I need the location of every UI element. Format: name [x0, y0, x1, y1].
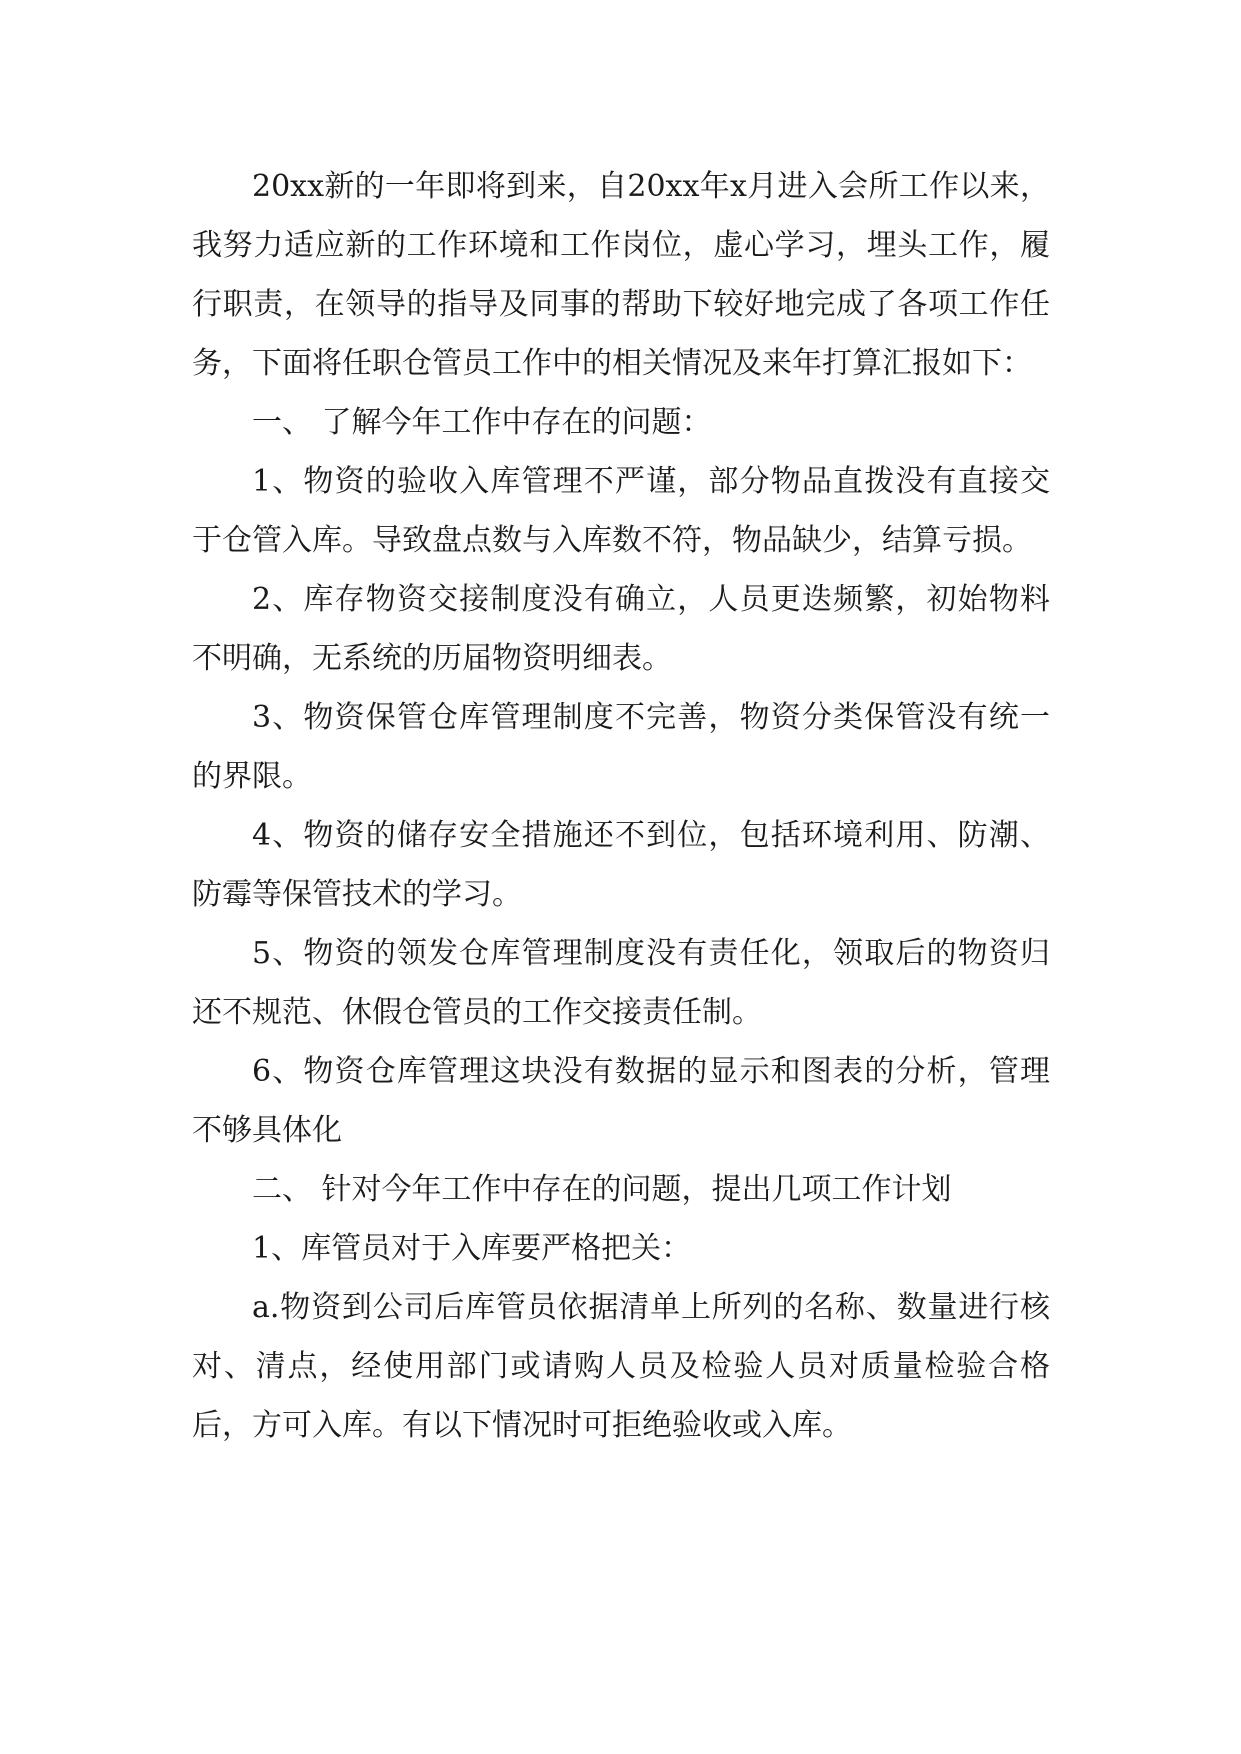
problem-item-4: 4、物资的储存安全措施还不到位，包括环境利用、防潮、防霉等保管技术的学习。 [192, 818, 1050, 912]
plan-item-1a: a.物资到公司后库管员依据清单上所列的名称、数量进行核对、清点，经使用部门或请购人员及检验人员对质量检验合格后，方可入库。有以下情况时可拒绝验收或入库。 [192, 1290, 1050, 1443]
problem-item-5: 5、物资的领发仓库管理制度没有责任化，领取后的物资归还不规范、休假仓管员的工作交接责任制。 [192, 936, 1050, 1030]
problem-item-3: 3、物资保管仓库管理制度不完善，物资分类保管没有统一的界限。 [192, 700, 1050, 794]
document-body [192, 157, 1050, 1455]
intro-paragraph: 20xx新的一年即将到来，自20xx年x月进入会所工作以来，我努力适应新的工作环境和工作岗位，虚心学习，埋头工作，履行职责，在领导的指导及同事的帮助下较好地完成了各项工作任务，下面将任职仓管员工作中的相关情况及来年打算汇报如下： [192, 169, 1050, 381]
problem-item-1: 1、物资的验收入库管理不严谨，部分物品直拨没有直接交于仓管入库。导致盘点数与入库数不符，物品缺少，结算亏损。 [192, 464, 1050, 558]
problem-item-6: 6、物资仓库管理这块没有数据的显示和图表的分析，管理不够具体化 [192, 1054, 1050, 1148]
plan-item-1: 1、库管员对于入库要严格把关： [252, 1231, 692, 1266]
problem-item-2: 2、库存物资交接制度没有确立，人员更迭频繁，初始物料不明确，无系统的历届物资明细表。 [192, 582, 1050, 676]
section-heading-2: 二、 针对今年工作中存在的问题，提出几项工作计划 [252, 1172, 952, 1207]
section-heading-1: 一、 了解今年工作中存在的问题： [252, 405, 712, 440]
